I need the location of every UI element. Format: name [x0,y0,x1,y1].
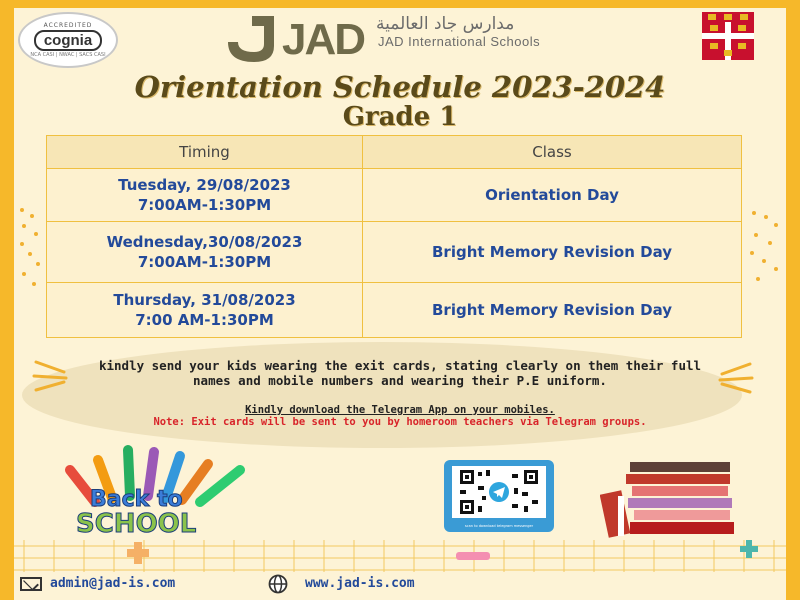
cognia-wordmark: cognia [34,30,102,51]
telegram-qr-card[interactable] [444,460,554,532]
back-to-text: Back to [90,487,183,512]
timing-cell [47,222,363,283]
table-row [47,283,742,338]
left-rays-decoration [30,358,74,394]
table-row [47,169,742,222]
school-text: SCHOOL [76,509,197,539]
cambridge-crest-icon [702,12,754,60]
right-dots-decoration [746,205,786,290]
website-link[interactable]: www.jad-is.com [305,576,415,591]
class-cell: Bright Memory Revision Day [363,222,742,283]
time-text: 7:00AM-1:30PM [137,196,272,214]
cognia-accredited-label: ACCREDITED [43,22,93,29]
time-text: 7:00AM-1:30PM [137,253,272,271]
time-text: 7:00 AM-1:30PM [135,311,274,329]
class-cell: Bright Memory Revision Day [363,283,742,338]
telegram-download-text: Kindly download the Telegram App on your mobiles. [245,404,555,416]
class-header: Class [363,136,742,169]
jad-logo-icon [212,12,372,64]
timing-header: Timing [47,136,363,169]
date-text: Tuesday, 29/08/2023 [118,176,291,194]
mail-icon [20,577,42,591]
books-stack-illustration [600,452,740,540]
timing-cell [47,283,363,338]
qr-caption: scan to download telegram messenger [464,524,534,528]
qr-code-icon [452,466,546,518]
schedule-title: Orientation Schedule 2023-2024 [134,70,666,104]
jad-english-name: JAD International Schools [378,34,541,49]
instructions-text: kindly send your kids wearing the exit cards, stating clearly on them their full names and mobile numbers and wearing their P.E uniform. [98,358,702,388]
class-cell: Orientation Day [363,169,742,222]
email-link[interactable]: admin@jad-is.com [50,576,176,591]
back-to-school-illustration [50,440,275,540]
date-text: Thursday, 31/08/2023 [113,291,296,309]
schedule-table [46,135,742,338]
globe-icon [268,574,288,594]
date-text: Wednesday,30/08/2023 [106,233,303,251]
cognia-sub-label: NCA CASI | NWAC | SACS CASI [30,52,106,58]
svg-text:JAD: JAD [282,15,365,64]
grade-title: Grade 1 [342,102,458,132]
table-header-row [47,136,742,169]
cognia-accreditation-badge [18,12,118,68]
left-dots-decoration [16,200,46,290]
jad-arabic-name: مدارس جاد العالمية [376,14,515,34]
exit-cards-note: Note: Exit cards will be sent to you by homeroom teachers via Telegram groups. [153,416,647,428]
timing-cell [47,169,363,222]
table-row [47,222,742,283]
bottom-grid-decoration [14,540,786,572]
